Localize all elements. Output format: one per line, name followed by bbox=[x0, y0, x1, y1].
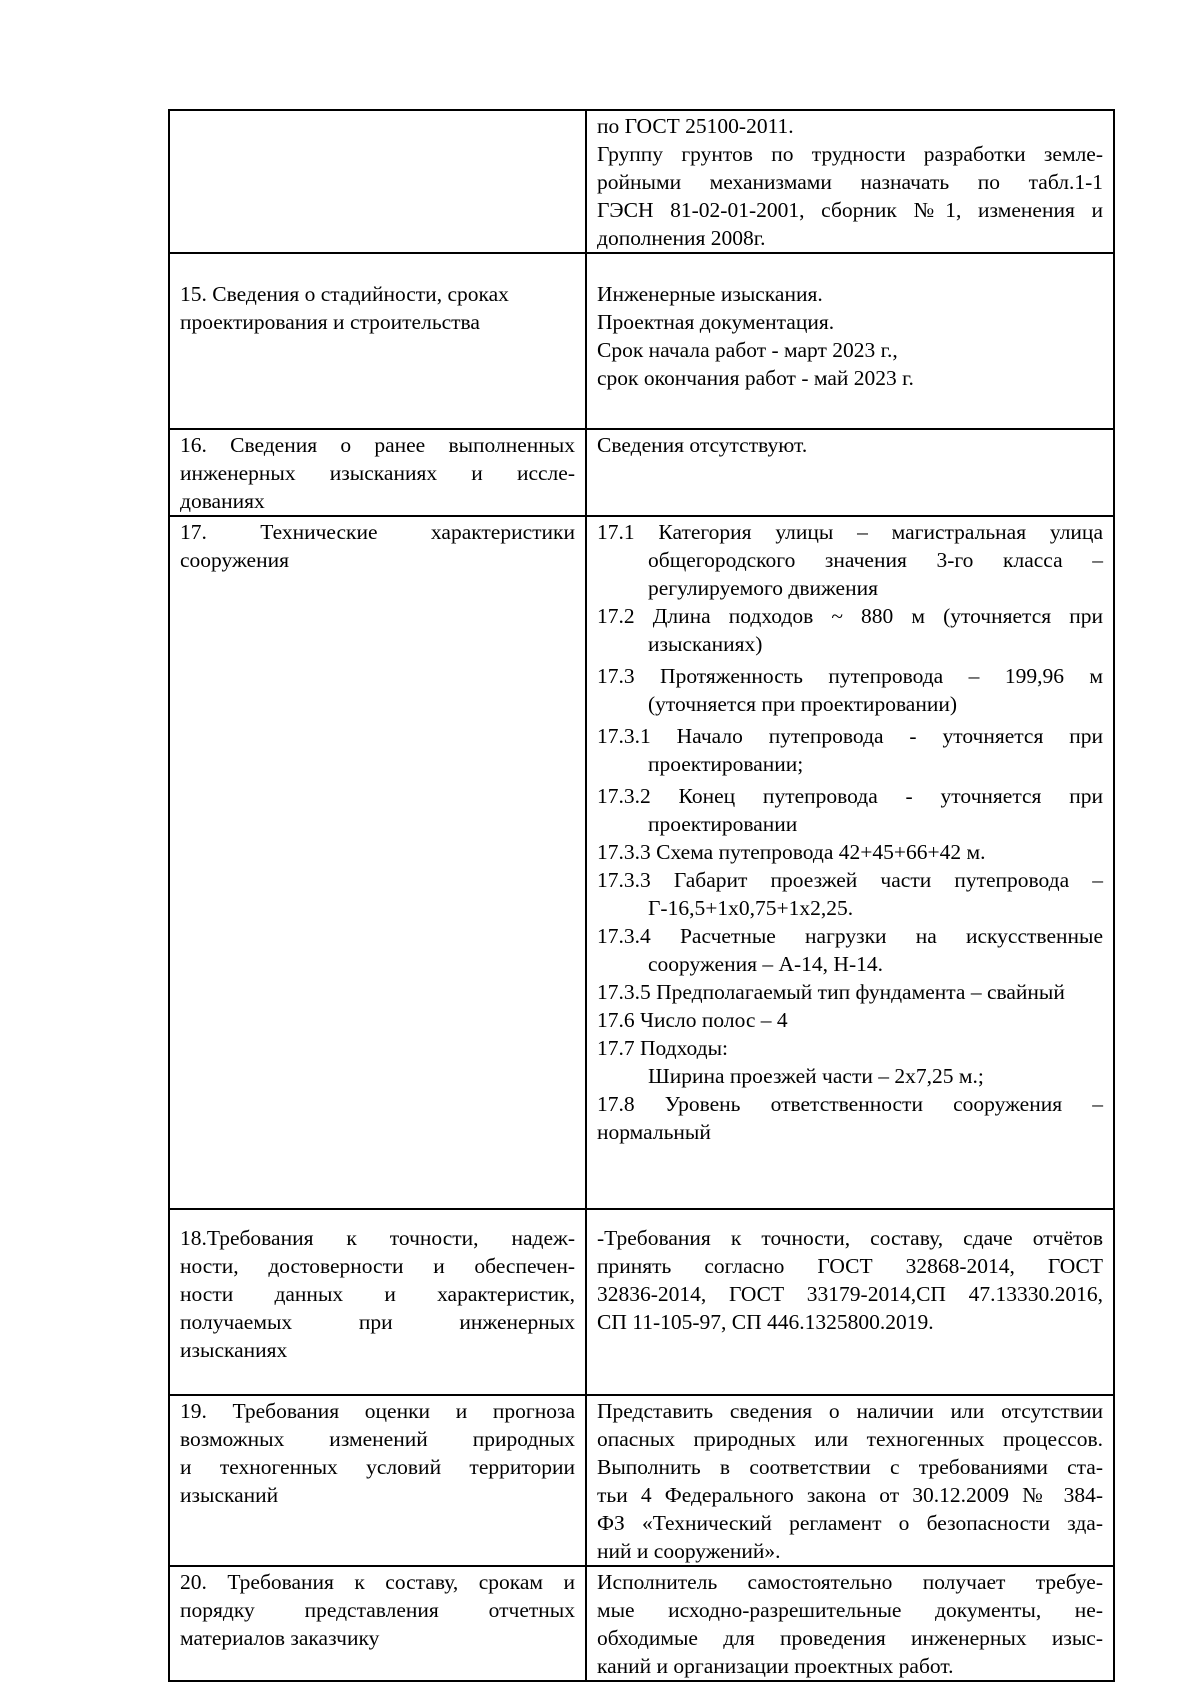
text-line: каний и организации проектных работ. bbox=[597, 1654, 954, 1678]
table-row bbox=[169, 1209, 1114, 1395]
table-row bbox=[169, 110, 1114, 253]
row-value-cell bbox=[586, 1395, 1114, 1566]
text-line: дополнения 2008г. bbox=[597, 226, 766, 250]
spec-item: 17.3.1 Начало путепровода - уточняется при проектировании; bbox=[597, 724, 1103, 776]
spec-item: 17.3 Протяженность путепровода – 199,96 м (уточняется при проектировании) bbox=[597, 664, 1103, 716]
text-line: Срок начала работ - март 2023 г., bbox=[597, 338, 898, 362]
spec-item: 17.2 Длина подходов ~ 880 м (уточняется при изысканиях) bbox=[597, 604, 1103, 656]
text-line: 32836-2014, ГОСТ 33179-2014,СП 47.13330.2016, bbox=[597, 1282, 1103, 1306]
row-label-cell bbox=[169, 1209, 586, 1395]
spec-item: 17.6 Число полос – 4 bbox=[597, 1008, 788, 1032]
spec-item: 17.1 Категория улицы – магистральная улица общегородского значения 3-го класса – регулируемого движения bbox=[597, 520, 1103, 600]
text-line: принять согласно ГОСТ 32868-2014, ГОСТ bbox=[597, 1254, 1103, 1278]
text-line: получаемых при инженерных bbox=[180, 1310, 575, 1334]
text-line: 18.Требования к точности, надеж- bbox=[180, 1226, 575, 1250]
text-line: 19. Требования оценки и прогноза bbox=[180, 1399, 575, 1423]
text-line: 17. Технические характеристики bbox=[180, 520, 575, 544]
text-line: ности, достоверности и обеспечен- bbox=[180, 1254, 575, 1278]
text-line: порядку представления отчетных bbox=[180, 1598, 575, 1622]
text-line: ФЗ «Технический регламент о безопасности зда- bbox=[597, 1511, 1103, 1535]
text-line: 20. Требования к составу, срокам и bbox=[180, 1570, 575, 1594]
spec-item: 17.8 Уровень ответственности сооружения – нормальный bbox=[597, 1092, 1103, 1144]
text-line: 15. Сведения о стадийности, сроках bbox=[180, 282, 509, 306]
spec-item: 17.3.4 Расчетные нагрузки на искусственные сооружения – А-14, Н-14. bbox=[597, 924, 1103, 976]
text-line: проектирования и строительства bbox=[180, 310, 480, 334]
text-line: изысканий bbox=[180, 1483, 279, 1507]
text-line: Сведения отсутствуют. bbox=[597, 433, 808, 457]
text-line: Исполнитель самостоятельно получает требуе- bbox=[597, 1570, 1103, 1594]
text-line: ности данных и характеристик, bbox=[180, 1282, 575, 1306]
text-line: изысканиях bbox=[180, 1338, 288, 1362]
spec-item: 17.3.3 Схема путепровода 42+45+66+42 м. bbox=[597, 840, 986, 864]
row-value-cell bbox=[586, 110, 1114, 253]
row-label-cell bbox=[169, 516, 586, 1209]
spec-item: 17.3.5 Предполагаемый тип фундамента – свайный bbox=[597, 980, 1065, 1004]
table-row bbox=[169, 1395, 1114, 1566]
spec-item: 17.3.3 Габарит проезжей части путепровода – Г-16,5+1х0,75+1х2,25. bbox=[597, 868, 1103, 920]
text-line: возможных изменений природных bbox=[180, 1427, 575, 1451]
text-line: ГЭСН 81-02-01-2001, сборник №1, изменения и bbox=[597, 198, 1103, 222]
row-label-cell bbox=[169, 253, 586, 429]
text-line: дованиях bbox=[180, 489, 265, 513]
row-label-cell bbox=[169, 110, 586, 253]
spec-item: 17.7 Подходы: bbox=[597, 1036, 729, 1060]
text-line: тьи 4 Федерального закона от 30.12.2009 № 384- bbox=[597, 1483, 1103, 1507]
text-line: Группу грунтов по трудности разработки земле- bbox=[597, 142, 1103, 166]
text-line: сооружения bbox=[180, 548, 289, 572]
text-line: срок окончания работ - май 2023 г. bbox=[597, 366, 914, 390]
text-line: и техногенных условий территории bbox=[180, 1455, 575, 1479]
text-line: -Требования к точности, составу, сдаче отчётов bbox=[597, 1226, 1103, 1250]
text-line: инженерных изысканиях и иссле- bbox=[180, 461, 575, 485]
table-row bbox=[169, 429, 1114, 516]
spec-subitem: Ширина проезжей части – 2х7,25 м.; bbox=[648, 1064, 984, 1088]
row-label-cell bbox=[169, 429, 586, 516]
spec-item: 17.3.2 Конец путепровода - уточняется при проектировании bbox=[597, 784, 1103, 836]
table-row bbox=[169, 253, 1114, 429]
row-label-cell bbox=[169, 1395, 586, 1566]
text-line: СП 11-105-97, СП 446.1325800.2019. bbox=[597, 1310, 934, 1334]
text-line: опасных природных или техногенных процессов. bbox=[597, 1427, 1103, 1451]
text-line: по ГОСТ 25100-2011. bbox=[597, 114, 794, 138]
text-line: материалов заказчику bbox=[180, 1626, 380, 1650]
text-line: 16. Сведения о ранее выполненных bbox=[180, 433, 575, 457]
requirements-table bbox=[168, 109, 1115, 1682]
text-line: Инженерные изыскания. bbox=[597, 282, 823, 306]
row-value-cell bbox=[586, 253, 1114, 429]
row-value-cell bbox=[586, 429, 1114, 516]
text-line: Выполнить в соответствии с требованиями ста- bbox=[597, 1455, 1103, 1479]
text-line: ний и сооружений». bbox=[597, 1539, 781, 1563]
text-line: Представить сведения о наличии или отсутствии bbox=[597, 1399, 1103, 1423]
row-value-cell bbox=[586, 1209, 1114, 1395]
text-line: обходимые для проведения инженерных изыс- bbox=[597, 1626, 1103, 1650]
row-label-cell bbox=[169, 1566, 586, 1681]
text-line: Проектная документация. bbox=[597, 310, 835, 334]
row-value-cell bbox=[586, 516, 1114, 1209]
text-line: мые исходно-разрешительные документы, не- bbox=[597, 1598, 1103, 1622]
row-value-cell bbox=[586, 1566, 1114, 1681]
table-row bbox=[169, 1566, 1114, 1681]
text-line: ройными механизмами назначать по табл.1-1 bbox=[597, 170, 1103, 194]
table-row bbox=[169, 516, 1114, 1209]
